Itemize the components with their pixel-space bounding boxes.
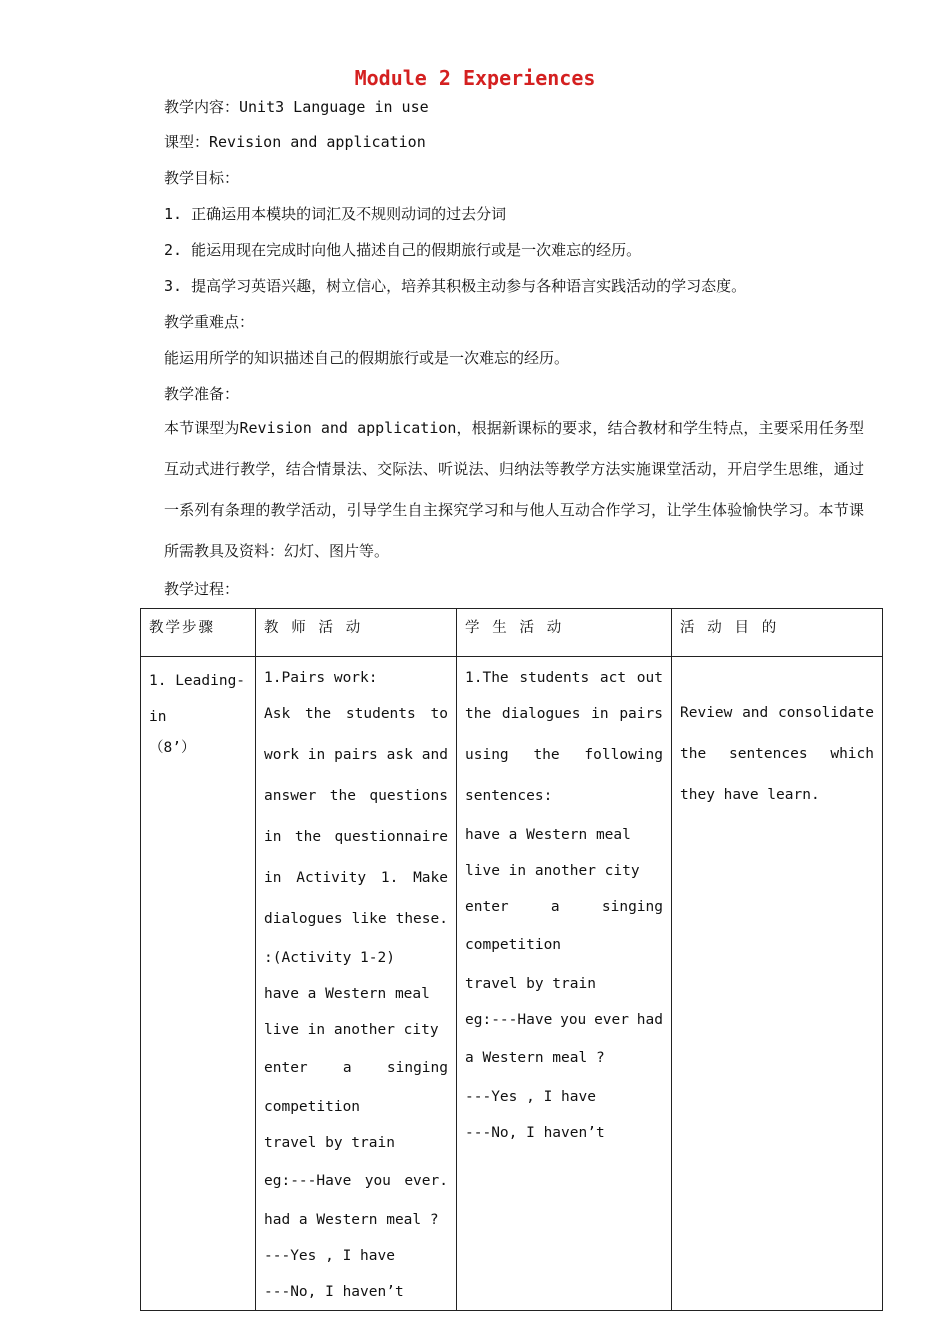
word: a (550, 899, 560, 915)
teacher-line (264, 693, 448, 735)
teacher-line: 1.Pairs work: (264, 670, 378, 686)
student-line: travel by train (465, 976, 596, 992)
word: enter (264, 1060, 308, 1076)
student-line (465, 889, 663, 925)
teacher-line: competition (264, 1099, 361, 1115)
word: eg:---Have (465, 1012, 553, 1028)
student-cell (457, 657, 672, 1311)
word: in (264, 829, 282, 845)
step-text: in (149, 709, 167, 725)
teacher-line (264, 1048, 448, 1089)
student-line: ---Yes , I have (465, 1089, 596, 1105)
process-label: 教学过程： (164, 580, 240, 598)
key-points-label: 教学重难点： (164, 313, 255, 331)
word: pairs (334, 747, 378, 763)
word: in (307, 747, 326, 763)
word: you (364, 1173, 391, 1189)
word: had (636, 1012, 663, 1028)
student-line: live in another city (465, 863, 640, 879)
word: act (599, 670, 627, 686)
step-cell (141, 657, 256, 1311)
word: following (584, 747, 663, 763)
word: answer (264, 788, 317, 804)
teacher-cell (256, 657, 457, 1311)
student-line (465, 663, 663, 693)
teacher-line (264, 899, 448, 940)
purpose-line (680, 693, 874, 734)
header-teacher: 教 师 活 动 (256, 609, 457, 657)
teacher-line (264, 858, 448, 899)
word: students (345, 706, 416, 722)
word: the (533, 747, 560, 763)
word: eg:---Have (264, 1173, 352, 1189)
word: work (264, 747, 299, 763)
student-line: have a Western meal (465, 827, 631, 843)
purpose-line (680, 734, 874, 775)
goal-item: 1. 正确运用本模块的词汇及不规则动词的过去分词 (164, 205, 507, 223)
word: students (519, 670, 590, 686)
word: enter (465, 899, 509, 915)
teacher-line: travel by train (264, 1135, 395, 1151)
type-line: 课型：Revision and application (164, 133, 426, 151)
process-table (140, 608, 883, 1311)
student-line: competition (465, 937, 562, 953)
word: singing (601, 899, 663, 915)
preparation-text: 本节课型为Revision and application，根据新课标的要求，结合教材和学生特点，主要采用任务型互动式进行教学，结合情景法、交际法、听说法、归纳法等教学方法实施课堂活动，开启学生思维，通过一系列有条理的教学活动，引导学生自主探究学习和与他人互动合作学习，让学生体验愉快学习。本节课所需教具及资料：幻灯、图片等。 (164, 419, 864, 560)
student-line: ---No, I haven’t (465, 1125, 605, 1141)
word: which (830, 746, 874, 762)
word: in (264, 870, 282, 886)
student-line: a Western meal ? (465, 1050, 605, 1066)
goals-label: 教学目标： (164, 169, 240, 187)
teacher-line: ---Yes , I have (264, 1248, 395, 1264)
word: using (465, 747, 509, 763)
word: consolidate (777, 705, 874, 721)
teacher-line (264, 735, 448, 776)
word: 1. (380, 870, 399, 886)
teacher-line: :(Activity 1-2) (264, 950, 395, 966)
word: and (742, 705, 769, 721)
word: questionnaire (334, 829, 448, 845)
table-header-row (141, 609, 883, 657)
word: the (304, 706, 332, 722)
teacher-line: have a Western meal (264, 986, 430, 1002)
word: these. (395, 911, 448, 927)
header-student: 学 生 活 动 (457, 609, 672, 657)
header-purpose: 活 动 目 的 (672, 609, 883, 657)
purpose-line: they have learn. (680, 787, 820, 803)
purpose-cell (672, 657, 883, 1311)
page-title: Module 2 Experiences (354, 66, 596, 90)
content-line: 教学内容：Unit3 Language in use (164, 98, 429, 116)
word: questions (369, 788, 448, 804)
word: like (351, 911, 387, 927)
word: dialogues (264, 911, 343, 927)
word: you (560, 1012, 587, 1028)
teacher-line: had a Western meal ? (264, 1212, 439, 1228)
word: the (294, 829, 322, 845)
goal-item: 2. 能运用现在完成时向他人描述自己的假期旅行或是一次难忘的经历。 (164, 241, 642, 259)
word: Make (413, 870, 448, 886)
step-time: （8’） (149, 740, 196, 756)
preparation-label: 教学准备： (164, 385, 240, 403)
table-row (141, 657, 883, 1311)
word: pairs (619, 706, 663, 722)
word: a (342, 1060, 352, 1076)
word: and (421, 747, 448, 763)
word: the (465, 706, 492, 722)
word: sentences (728, 746, 808, 762)
word: to (430, 706, 448, 722)
word: the (680, 746, 707, 762)
word: out (636, 670, 663, 686)
student-line: sentences: (465, 788, 553, 804)
word: Ask (264, 706, 291, 722)
step-text: 1. Leading- (149, 673, 246, 689)
teacher-line (264, 817, 448, 858)
teacher-line (264, 776, 448, 817)
key-points-text: 能运用所学的知识描述自己的假期旅行或是一次难忘的经历。 (164, 349, 570, 367)
word: singing (386, 1060, 448, 1076)
student-line (465, 735, 663, 776)
word: ever (594, 1012, 629, 1028)
word: ever. (404, 1173, 448, 1189)
word: Review (680, 705, 733, 721)
word: 1.The (465, 670, 509, 686)
word: in (591, 706, 609, 722)
teacher-line: ---No, I haven’t (264, 1284, 404, 1300)
word: the (329, 788, 356, 804)
student-line (465, 1002, 663, 1038)
word: Activity (296, 870, 367, 886)
teacher-line: live in another city (264, 1022, 439, 1038)
header-step: 教学步骤 (141, 609, 256, 657)
word: dialogues (501, 706, 581, 722)
word: ask (386, 747, 413, 763)
goal-item: 3. 提高学习英语兴趣，树立信心，培养其积极主动参与各种语言实践活动的学习态度。 (164, 277, 747, 295)
student-line (465, 693, 663, 735)
teacher-line (264, 1161, 448, 1202)
